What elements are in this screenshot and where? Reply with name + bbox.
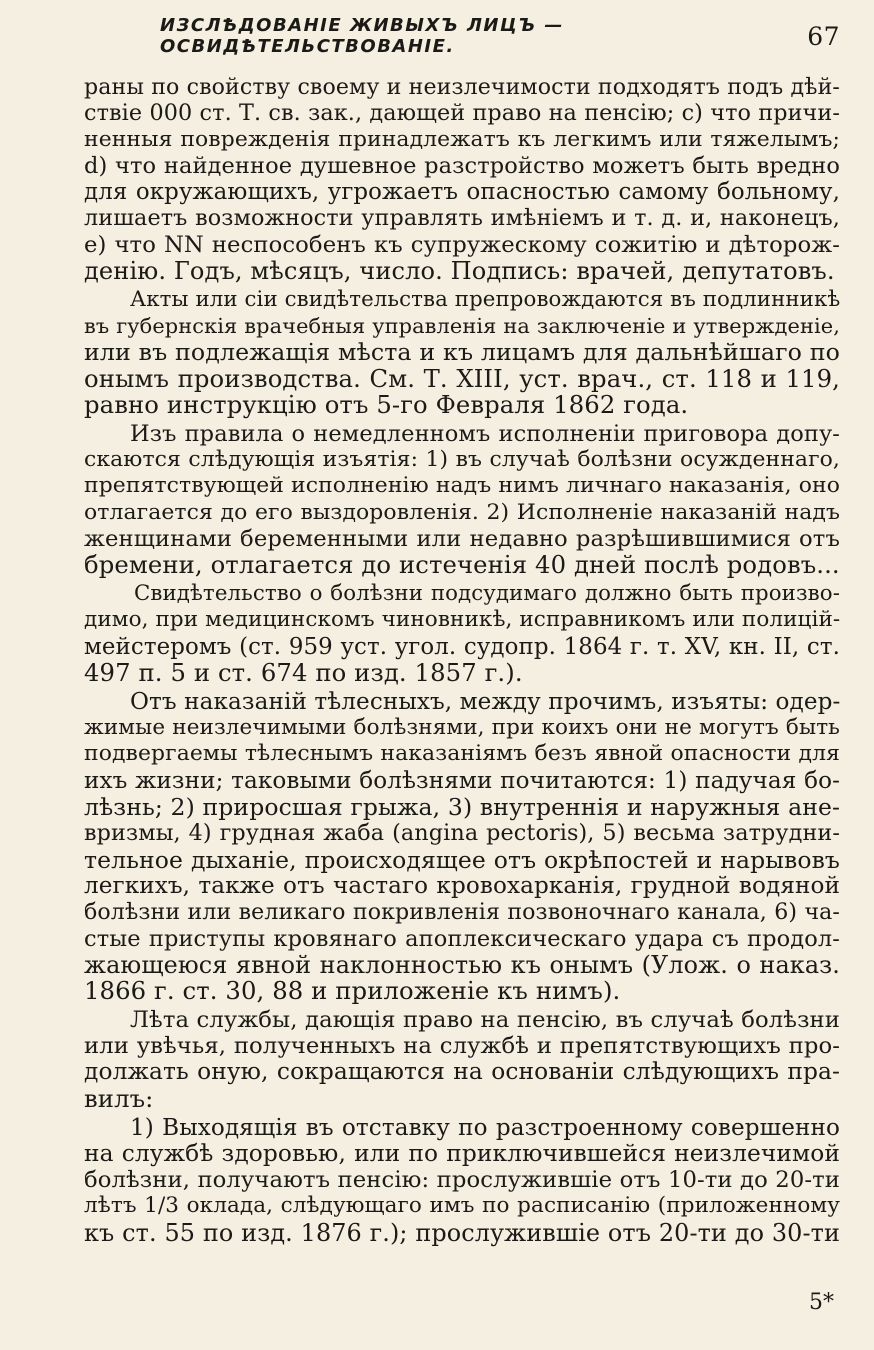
running-header	[160, 15, 840, 57]
paragraph	[84, 287, 840, 418]
text-line: ихъ жизни; таковыми болѣзнями почитаются: 1) падучая бо-	[84, 767, 840, 794]
text-line: жимые неизлечимыми болѣзнями, при коихъ они не могутъ быть	[84, 715, 840, 741]
text-line: или въ подлежащія мѣста и къ лицамъ для дальнѣйшаго по	[84, 338, 840, 367]
paragraph	[84, 689, 840, 1005]
text-line: препятствующей исполненію надъ нимъ личнаго наказанія, оно	[84, 473, 840, 499]
text-line: димо, при медицинскомъ чиновникѣ, исправникомъ или полицій-	[84, 607, 841, 633]
text-line: онымъ производства. См. Т. XIII, уст. врач., ст. 118 и 119,	[84, 363, 840, 393]
text-line: раны по свойству своему и неизлечимости подходятъ подъ дѣй-	[84, 74, 840, 100]
text-line: женщинами беременными или недавно разрѣшившимися отъ	[84, 526, 840, 553]
text-line: должать оную, сокращаются на основаніи слѣдующихъ пра-	[84, 1058, 840, 1086]
text-line: стые приступы кровянаго апоплексическаго удара съ продол-	[84, 925, 840, 952]
text-line: на службѣ здоровью, или по приключившейся неизлечимой	[84, 1139, 840, 1167]
text-line: отлагается до его выздоровленія. 2) Исполненіе наказаній надъ	[84, 499, 840, 525]
text-line: болѣзни или великаго покривленія позвоночнаго канала, 6) ча-	[84, 899, 840, 926]
text-line: жающеюся явной наклонностью къ онымъ (Улож. о наказ.	[84, 950, 840, 979]
paragraph	[84, 1007, 840, 1112]
text-line: d) что найденное душевное разстройство можетъ быть вредно	[84, 152, 840, 179]
text-line: тельное дыханіе, происходящее отъ окрѣпостей и нарывовъ	[84, 845, 840, 874]
paragraph	[84, 581, 840, 686]
text-line: Свидѣтельство о болѣзни подсудимаго должно быть произво-	[134, 581, 840, 607]
signature-mark: 5*	[809, 1290, 834, 1315]
text-line: Изъ правила о немедленномъ исполненіи приговора допу-	[130, 420, 840, 447]
paragraph	[84, 421, 840, 579]
text-line: ствіе 000 ст. Т. св. зак., дающей право на пенсію; c) что причи-	[84, 100, 840, 127]
text-line: болѣзни, получаютъ пенсію: прослужившіе отъ 10-ти до 20-ти	[84, 1167, 840, 1194]
text-line: ненныя поврежденія принадлежатъ къ легкимъ или тяжелымъ;	[84, 126, 840, 152]
text-line: или увѣчья, полученныхъ на службѣ и препятствующихъ про-	[84, 1033, 840, 1060]
running-title: ИЗСЛѢДОВАНІЕ ЖИВЫХЪ ЛИЦЪ — ОСВИДѢТЕЛЬСТВОВАНІЕ.	[160, 15, 564, 57]
text-line: вилъ:	[84, 1083, 154, 1113]
text-line: скаются слѣдующія изъятія: 1) въ случаѣ болѣзни осужденнаго,	[84, 447, 840, 473]
text-line: легкихъ, также отъ частаго кровохарканія, грудной водяной	[84, 872, 840, 899]
text-line: къ ст. 55 по изд. 1876 г.); прослужившіе отъ 20-ти до 30-ти	[84, 1218, 840, 1247]
text-line: лѣтъ 1/3 оклада, слѣдующаго имъ по расписанію (приложенному	[84, 1193, 840, 1219]
text-line: для окружающихъ, угрожаетъ опасностью самому больному,	[84, 179, 840, 206]
text-line: 1) Выходящія въ отставку по разстроенному совершенно	[130, 1114, 840, 1141]
text-line: равно инструкцію отъ 5-го Февраля 1862 года.	[84, 390, 689, 420]
body-text	[84, 74, 840, 1246]
text-line: e) что NN неспособенъ къ супружескому сожитію и дѣторож-	[84, 231, 840, 258]
text-line: въ губернскія врачебныя управленія на заключеніе и утвержденіе,	[84, 314, 840, 339]
text-line: 1866 г. ст. 30, 88 и приложеніе къ нимъ).	[84, 976, 621, 1006]
text-line: денію. Годъ, мѣсяцъ, число. Подпись: врачей, депутатовъ.	[84, 257, 835, 286]
text-line: лѣзнь; 2) приросшая грыжа, 3) внутреннія и наружныя ане-	[84, 793, 840, 822]
text-line: лишаетъ возможности управлять имѣніемъ и т. д. и, наконецъ,	[84, 205, 840, 232]
text-line: мейстеромъ (ст. 959 уст. угол. судопр. 1864 г. т. XV, кн. II, ст.	[84, 633, 840, 660]
page-number: 67	[807, 21, 840, 51]
text-line: вризмы, 4) грудная жаба (angina pectoris), 5) весьма затрудни-	[84, 820, 840, 847]
text-line: бремени, отлагается до истеченія 40 дней послѣ родовъ...	[84, 550, 840, 580]
text-line: Акты или сіи свидѣтельства препровождаются въ подлинникѣ	[130, 286, 841, 312]
text-line: Лѣта службы, дающія право на пенсію, въ случаѣ болѣзни	[130, 1006, 840, 1033]
text-line: подвергаемы тѣлеснымъ наказаніямъ безъ явной опасности для	[84, 741, 840, 767]
text-line: 497 п. 5 и ст. 674 по изд. 1857 г.).	[84, 658, 523, 688]
paragraph	[84, 74, 840, 284]
paragraph	[84, 1115, 840, 1246]
text-line: Отъ наказаній тѣлесныхъ, между прочимъ, изъяты: одер-	[130, 688, 841, 715]
